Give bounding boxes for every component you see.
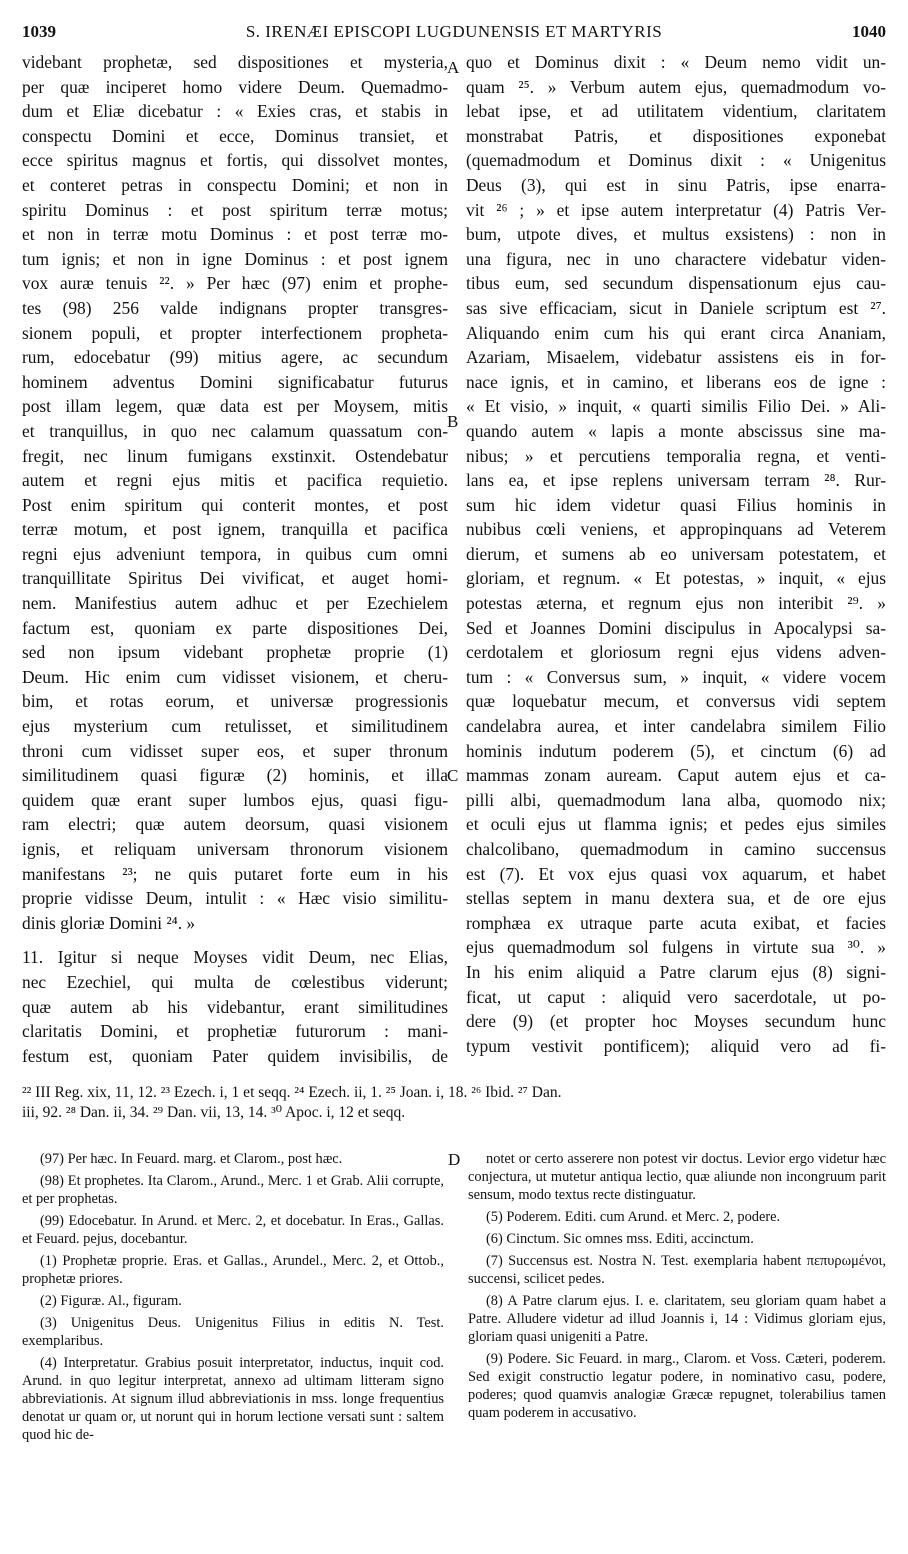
text-line: manifestans ²³; ne quis putaret forte eum in his [22,863,448,884]
text-line: ejus mysterium cum retulisset, et similitudinem [22,716,448,737]
notes-left-column [22,1150,444,1448]
text-line: quæ autem ab his videbantur, erant similitudines [22,996,448,1017]
text-line: vit ²⁶ ; » et ipse autem interpretatur (4) Patris Ver- [466,199,886,220]
text-line: monstrabat Patris, et dispositiones exponebat [466,125,886,146]
text-line: similitudinem quasi figuræ (2) hominis, et illa [22,765,448,786]
text-line: candelabra aurea, et inter candelabra similem Filio [466,716,886,737]
text-line: hominem adventus Domini significabatur futurus [22,371,448,392]
notes-right-column [468,1150,886,1426]
text-line: ram electri; quæ autem deorsum, quasi visionem [22,814,448,835]
text-line: videbant prophetæ, sed dispositiones et mysteria, [22,52,448,72]
footnote: (97) Per hæc. In Feuard. marg. et Clarom., post hæc. [40,1151,343,1167]
text-line: sed non ipsum videbant prophetæ proprie (1) [22,642,448,663]
text-line: autem et regni ejus mitis et pacifica requietio. [22,470,448,491]
text-line: gloriam, et regnum. « Et potestas, » inquit, « ejus [466,568,886,589]
text-line: stellas septem in manu dextera sua, et de ore ejus [466,888,886,909]
text-line: potestas æterna, et regnum ejus non interibit ²⁹. » [466,593,886,614]
footnote: (3) Unigenitus Deus. Unigenitus Filius in editis N. Test. exemplaribus. [22,1315,444,1349]
footnote: notet or certo asserere non potest vir doctus. Levior ergo videtur hæc conjectura, ut mutetur antiqua lectio, quæ aliunde non incongruum parit sensum, modo textus recte distinguatur. [468,1151,886,1203]
text-line: per quæ inciperet homo videre Deum. Quemadmo- [22,76,448,97]
text-line: dere (9) (et propter hoc Moyses secundum hunc [466,1011,886,1032]
footnote: (98) Et prophetes. Ita Clarom., Arund., Merc. 1 et Grab. Alii corrupte, et per prophetas. [22,1173,444,1207]
text-line: (quemadmodum et Dominus dixit : « Unigenitus [466,150,886,171]
text-line: In his enim aliquid a Patre clarum ejus (8) signi- [466,961,886,982]
text-line: hominis indutum poderem (5), et cinctum (6) ad [466,740,886,761]
text-line: tes (98) 256 valde indignans propter transgres- [22,297,448,318]
paragraph-gap [22,935,448,945]
left-page-number: 1039 [22,22,56,41]
footnote: (4) Interpretatur. Grabius posuit interpretator, inductus, inquit cod. Arund. in quo legitur interpretat, annexo ad ultimam litteram signo abbreviationis. At signum illud abbreviationis in mss. longe frequentius denotat ur quam or, ut norunt qui in horum lectione versati sunt : saltem quod hic de- [22,1355,444,1443]
text-line: bum, utpote dives, et multus exsistens) : non in [466,224,886,245]
text-line: « Et visio, » inquit, « quarti similis Filio Dei. » Ali- [466,396,886,417]
text-line: romphæa ex utraque parte acuta exibat, et facies [466,912,886,933]
text-line: throni cum vidisset super eos, et super thronum [22,740,448,761]
text-line: una figura, nec in uno charactere videbatur viden- [466,248,886,269]
text-line: Azariam, Misaelem, videbatur assistens eis in for- [466,347,886,368]
running-header [22,22,886,44]
text-line: mammas zonam auream. Caput autem ejus et ca- [466,765,886,786]
text-line: terræ motum, et post ignem, tranquilla et pacifica [22,519,448,540]
footnote: (7) Succensus est. Nostra N. Test. exemplaria habent πεπυρωμένοι, succensi, scilicet pedes. [468,1253,886,1287]
text-line: ignis, et reliquam universam thronorum visionem [22,839,448,859]
text-line: conspectu Domini et ecce, Dominus transiet, et [22,125,448,146]
text-line: chalcolibano, quemadmodum in camino succensus [466,839,886,859]
footnote: (5) Poderem. Editi. cum Arund. et Merc. 2, podere. [486,1209,781,1225]
left-text-column [22,50,448,1068]
text-line: Aliquando enim cum his qui erant circa Ananiam, [466,322,886,343]
running-title: S. IRENÆI EPISCOPI LUGDUNENSIS ET MARTYRIS [245,22,663,41]
text-line: Post enim spiritum qui conterit montes, et post [22,494,448,515]
text-line: tibus eum, sed secundum dispensationum ejus cau- [466,273,886,294]
text-line: ficat, ut caput : aliquid vero sacerdotale, ut po- [466,986,886,1007]
text-line: quam ²⁵. » Verbum autem ejus, quemadmodum vo- [466,76,886,97]
text-line: quo et Dominus dixit : « Deum nemo vidit un- [466,52,886,72]
margin-letter-a: A [447,58,460,77]
margin-letter-d: D [448,1150,461,1169]
text-line: nec Ezechiel, qui multa de cœlestibus viderunt; [22,971,448,992]
text-line: dierum, et sumens ab eo universam potestatem, et [466,543,886,564]
text-line: sionem populi, et propter interfectionem propheta- [22,322,448,343]
text-line: sum hic idem videtur quasi Filius hominis in [466,494,886,515]
text-line: dum et Eliæ dicebatur : « Exies cras, et stabis in [22,101,448,122]
text-line: regni ejus adveniunt tempora, in quibus cum omni [22,543,448,564]
text-line: sas sive efficaciam, sicut in Daniele scriptum est ²⁷. [466,297,886,318]
text-line: Deum. Hic enim cum vidisset visionem, et cheru- [22,666,448,687]
text-line: quando autem « lapis a monte abscissus sine ma- [466,420,886,441]
footnote: (2) Figuræ. Al., figuram. [40,1293,182,1309]
text-line: lans ea, et ipse replens universam terram ²⁸. Rur- [466,470,886,491]
text-line: vox auræ tenuis ²². » Per hæc (97) enim et prophe- [22,273,448,294]
footnote: (6) Cinctum. Sic omnes mss. Editi, accinctum. [486,1231,754,1247]
text-line: nibus; » et percutiens temporalia regna, et venti- [466,445,886,466]
text-line: lebat ipse, et ad utilitatem videntium, claritatem [466,101,886,122]
text-line: est (7). Et vox ejus quasi vox aquarum, et habet [466,863,886,884]
footnote: (8) A Patre clarum ejus. I. e. claritatem, seu gloriam quam habet a Patre. Alludere videtur ad illud Joannis i, 14 : Vidimus gloriam ejus, gloriam quasi unigeniti a Patre. [468,1293,886,1345]
text-line: rum, edocebatur (99) mitius agere, ac secundum [22,347,448,368]
text-line: Deus (3), qui est in sinu Patris, ipse enarra- [466,174,886,195]
margin-letter-b: B [447,412,459,431]
text-line: proprie vidisse Deum, intulit : « Hæc visio similitu- [22,888,448,909]
text-line: nubibus cœli veniens, et appropinquans ad Veterem [466,519,886,540]
text-line: tranquillitate Spiritus Dei vivificat, et auget homi- [22,568,448,589]
text-line: quidem quæ erant super lumbos ejus, quasi figu- [22,789,448,810]
right-text-column [466,50,886,1058]
text-line: 11. Igitur si neque Moyses vidit Deum, nec Elias, [22,947,448,968]
text-line: bim, et rotas eorum, et universæ progressionis [22,691,448,712]
scripture-references [22,1083,886,1123]
footnote: (99) Edocebatur. In Arund. et Merc. 2, et docebatur. In Eras., Gallas. et Feuard. pejus, docebantur. [22,1213,444,1247]
text-line: tum ignis; et non in igne Dominus : et post ignem [22,248,448,269]
text-line: nace ignis, et in camino, et liberans eos de igne : [466,371,886,392]
text-line: cerdotalem et gloriosum regni ejus videns adven- [466,642,886,663]
text-line: post illam legem, quæ data est per Moysem, mitis [22,396,448,417]
text-line: et conteret petras in conspectu Domini; et non in [22,174,448,195]
text-line: quæ loquebatur mecum, et conversus vidi septem [466,691,886,712]
text-line: ecce spiritus magnus et fortis, qui dissolvet montes, [22,150,448,171]
text-line: Sed et Joannes Domini discipulus in Apocalypsi sa- [466,617,886,638]
text-line: tum : « Conversus sum, » inquit, « videre vocem [466,666,886,687]
reference-line: iii, 92. ²⁸ Dan. ii, 34. ²⁹ Dan. vii, 13, 14. ³⁰ Apoc. i, 12 et seqq. [22,1104,406,1121]
text-line: fregit, nec linum fumigans exstinxit. Ostendebatur [22,445,448,466]
text-line: et non in terræ motu Dominus : et post terræ mo- [22,224,448,245]
text-line: typum vestivit pontificem); aliquid vero ad fi- [466,1035,886,1056]
reference-line: ²² III Reg. xix, 11, 12. ²³ Ezech. i, 1 et seqq. ²⁴ Ezech. ii, 1. ²⁵ Joan. i, 18. ²⁶ Ibid. ²⁷ Dan. [22,1084,562,1101]
text-line: factum est, quoniam ex parte dispositiones Dei, [22,617,448,638]
footnote: (9) Podere. Sic Feuard. in marg., Clarom. et Voss. Cæteri, poderem. Sed exigit constructio legatur podere, in nominativo casu, podere, poderes; quod quamvis analogiæ Græcæ repugnet, tolerabilius tamen quam poderem in accusativo. [468,1351,886,1421]
right-page-number: 1040 [852,22,886,41]
footnote: (1) Prophetæ proprie. Eras. et Gallas., Arundel., Merc. 2, et Ottob., prophetæ priores. [22,1253,444,1287]
text-line: et oculi ejus ut flamma ignis; et pedes ejus similes [466,814,886,835]
margin-letter-c: C [447,766,459,785]
text-line: nem. Manifestius autem adhuc et per Ezechielem [22,593,448,614]
text-line: spiritu Dominus : et post spiritum terræ motus; [22,199,448,220]
text-line: festum est, quoniam Pater quidem invisibilis, de [22,1045,448,1066]
text-line: pilli albi, quemadmodum lana alba, quomodo nix; [466,789,886,810]
text-line: ejus quemadmodum sol fulgens in virtute sua ³⁰. » [466,937,886,958]
text-line: claritatis Domini, et prophetiæ futurorum : mani- [22,1021,448,1042]
text-line: dinis gloriæ Domini ²⁴. » [22,912,196,933]
text-line: et tranquillus, in quo nec calamum quassatum con- [22,420,448,441]
